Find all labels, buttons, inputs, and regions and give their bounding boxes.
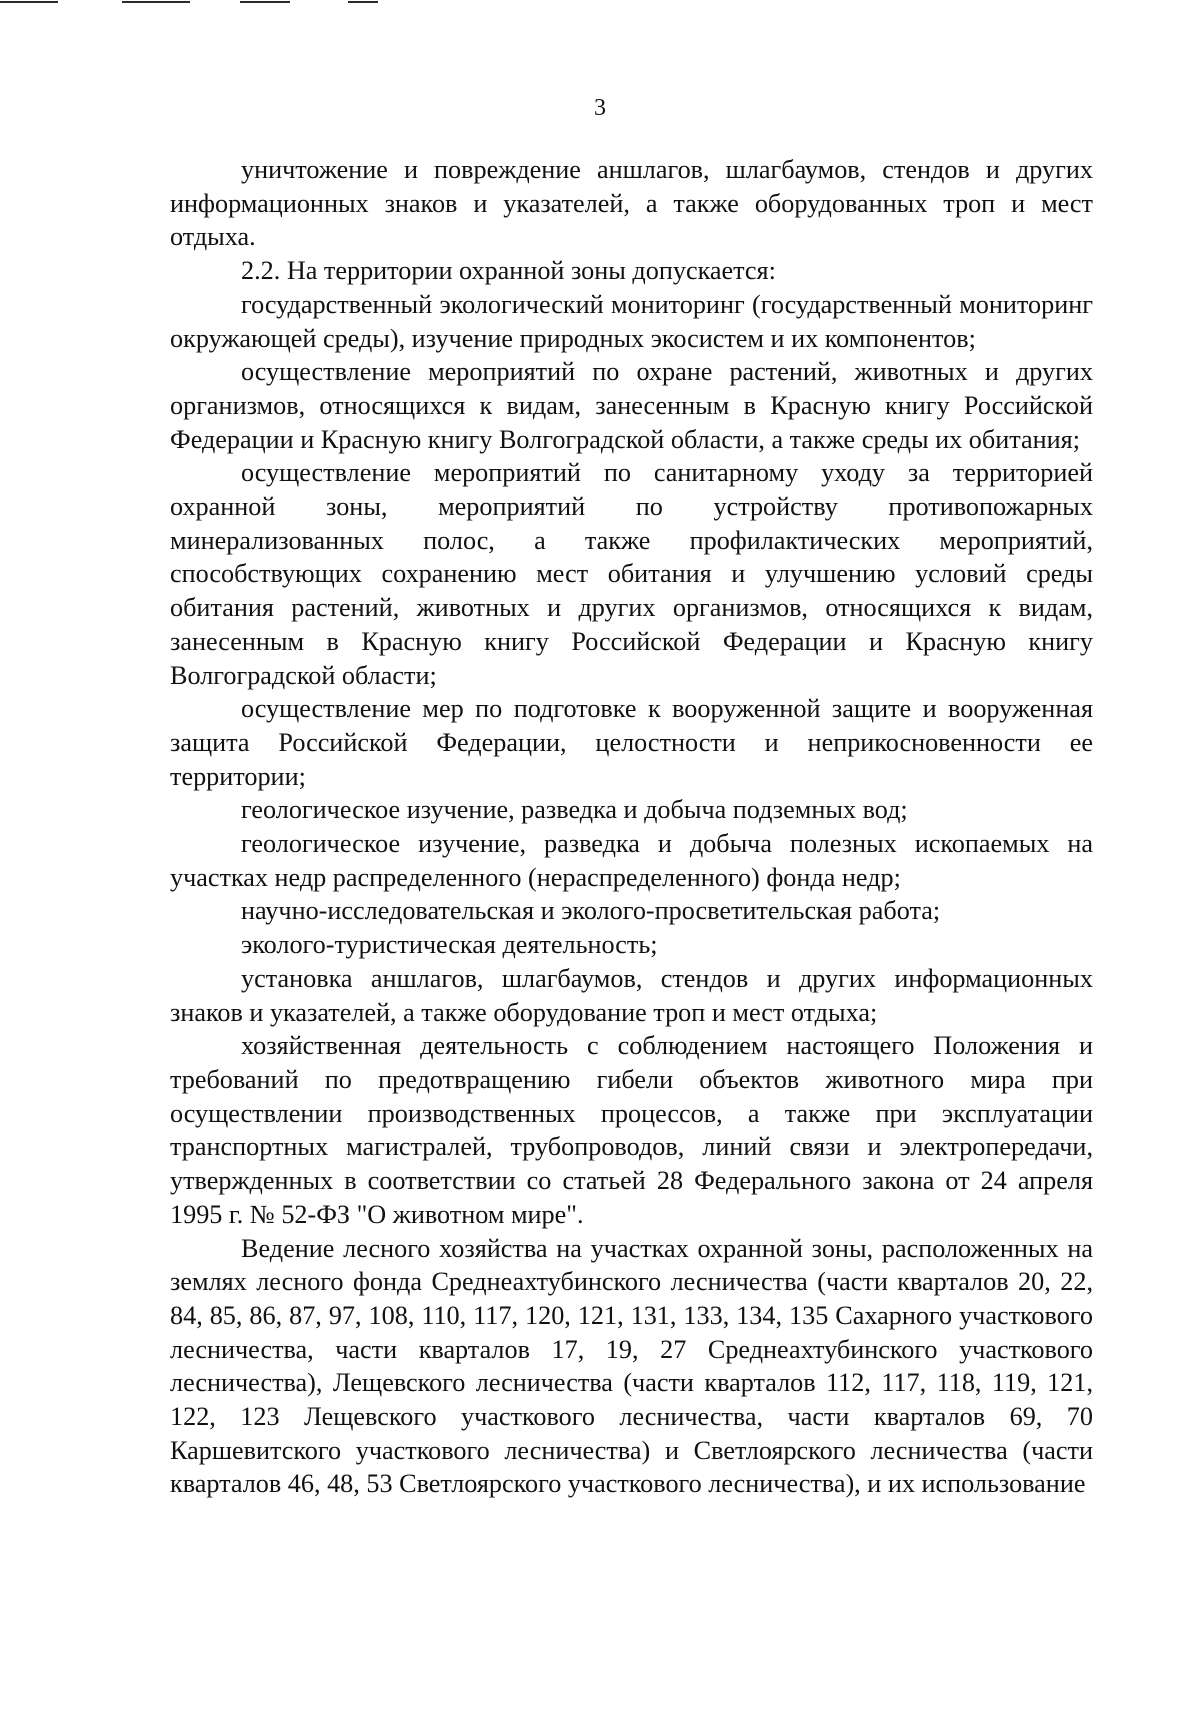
scan-mark bbox=[122, 1, 190, 3]
section-heading: 2.2. На территории охранной зоны допускается: bbox=[241, 256, 776, 286]
scan-edge-marks bbox=[0, 0, 1200, 6]
paragraph: государственный экологический мониторинг (государственный мониторинг окружающей среды), изучение природных экосистем и их компонентов; bbox=[170, 289, 1093, 353]
paragraph: хозяйственная деятельность с соблюдением настоящего Положения и требований по предотвращению гибели объектов животного мира при осуществлении производственных процессов, а также при эксплуатации транспортных магистралей, трубопроводов, линий связи и электропередачи, утвержденных в соответствии со статьей 28 Федерального закона от 24 апреля 1995 г. № 52-ФЗ "О животном мире". bbox=[170, 1031, 1093, 1229]
scan-mark bbox=[0, 1, 58, 3]
paragraph: геологическое изучение, разведка и добыча полезных ископаемых на участках недр распределенного (нераспределенного) фонда недр; bbox=[170, 829, 1093, 892]
document-body bbox=[170, 153, 1093, 1501]
paragraph: осуществление мероприятий по санитарному уходу за территорией охранной зоны, мероприятий по устройству противопожарных минерализованных полос, а также профилактических мероприятий, способствующих сохранению мест обитания и улучшению условий среды обитания растений, животных и других организмов, относящихся к видам, занесенным в Красную книгу Российской Федерации и Красную книгу Волгоградской области; bbox=[170, 458, 1093, 690]
paragraph: уничтожение и повреждение аншлагов, шлагбаумов, стендов и других информационных знаков и указателей, а также оборудованных троп и мест отдыха. bbox=[170, 155, 1093, 252]
paragraph: научно-исследовательская и эколого-просветительская работа; bbox=[241, 896, 941, 926]
page-number: 3 bbox=[594, 95, 606, 121]
scan-mark bbox=[348, 1, 378, 3]
paragraph: геологическое изучение, разведка и добыча подземных вод; bbox=[241, 795, 908, 825]
paragraph: Ведение лесного хозяйства на участках охранной зоны, расположенных на землях лесного фонда Среднеахтубинского лесничества (части кварталов 20, 22, 84, 85, 86, 87, 97, 108, 110, 117, 120, 121, 131, 133, 134, 135 Сахарного участкового лесничества, части кварталов 17, 19, 27 Среднеахтубинского участкового лесничества), Лещевского лесничества (части кварталов 112, 117, 118, 119, 121, 122, 123 Лещевского участкового лесничества, части кварталов 69, 70 Каршевитского участкового лесничества) и Светлоярского лесничества (части кварталов 46, 48, 53 Светлоярского участкового лесничества), и их использование bbox=[170, 1233, 1093, 1499]
paragraph: осуществление мер по подготовке к вооруженной защите и вооруженная защита Российской Федерации, целостности и неприкосновенности ее территории; bbox=[170, 694, 1093, 791]
paragraph: осуществление мероприятий по охране растений, животных и других организмов, относящихся к видам, занесенным в Красную книгу Российской Федерации и Красную книгу Волгоградской области, а также среды их обитания; bbox=[170, 357, 1093, 454]
paragraph: эколого-туристическая деятельность; bbox=[241, 930, 658, 960]
scan-mark bbox=[240, 1, 290, 3]
paragraph: установка аншлагов, шлагбаумов, стендов и других информационных знаков и указателей, а также оборудование троп и мест отдыха; bbox=[170, 963, 1093, 1027]
